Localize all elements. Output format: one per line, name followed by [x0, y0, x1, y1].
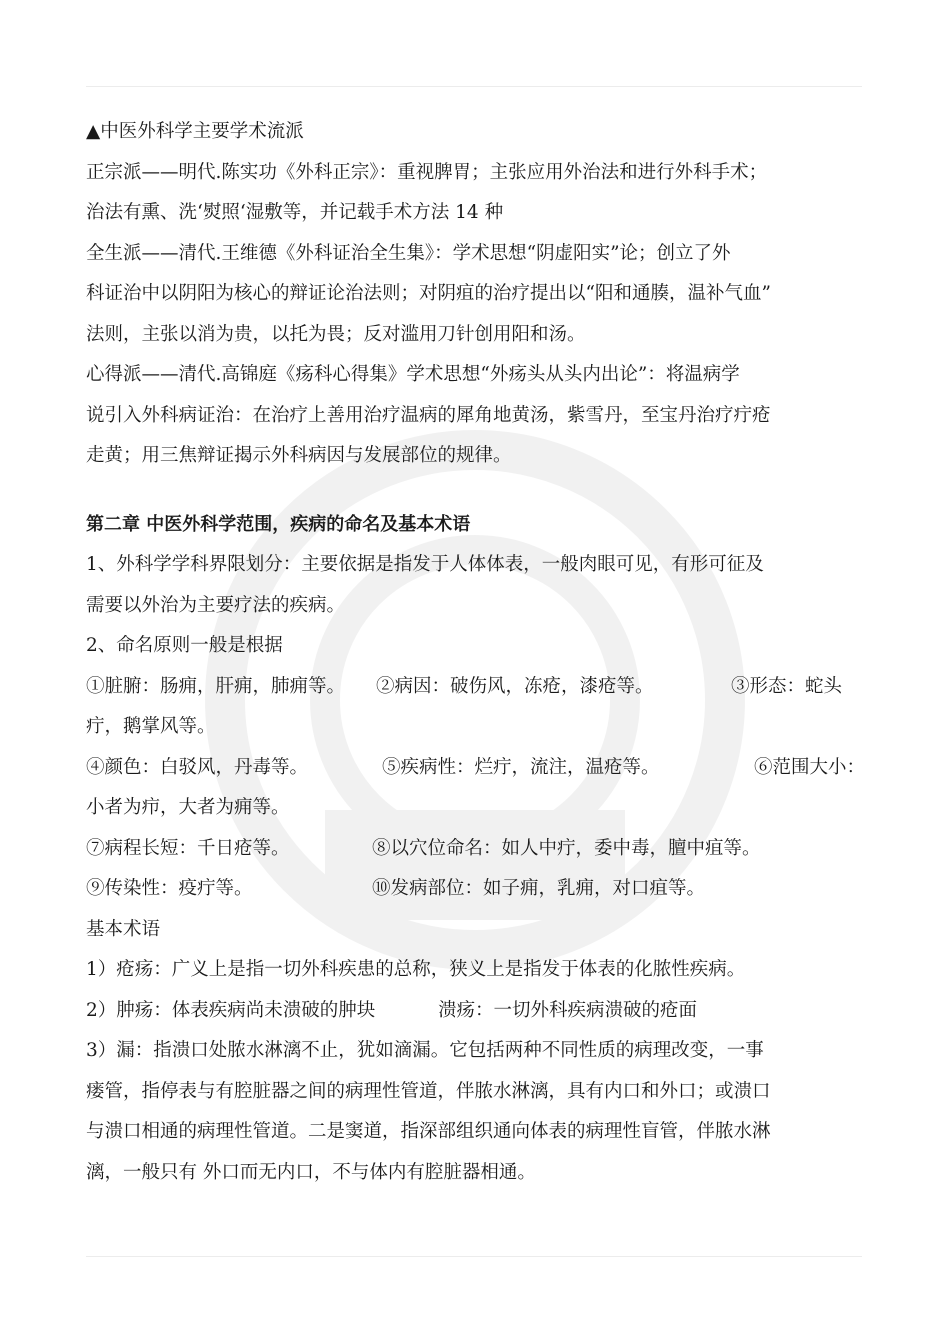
- naming-item: ⑧以穴位命名：如人中疔，委中毒，膻中疽等。: [372, 837, 761, 859]
- naming-item: ②病因：破伤风，冻疮，漆疮等。: [376, 675, 654, 697]
- text-line: 全生派——清代.王维德《外科证治全生集》：学术思想“阴虚阳实”论；创立了外: [86, 242, 731, 264]
- text-line: 1、外科学学科界限划分：主要依据是指发于人体体表，一般肉眼可见，有形可征及: [86, 554, 764, 575]
- naming-item: ①脏腑：肠痈，肝痈，肺痈等。: [86, 675, 346, 697]
- text-line: 需要以外治为主要疗法的疾病。: [86, 594, 346, 616]
- section-gap: [86, 477, 866, 505]
- naming-item: ④颜色：白驳风，丹毒等。: [86, 756, 309, 778]
- text-line: 疔，鹅掌风等。: [86, 716, 216, 737]
- chapter-heading: 第二章 中医外科学范围，疾病的命名及基本术语: [86, 513, 471, 535]
- text-line: 法则，主张以消为贵，以托为畏；反对滥用刀针创用阳和汤。: [86, 323, 586, 345]
- text-line: 与溃口相通的病理性管道。二是窦道，指深部组织通向体表的病理性盲管，伴脓水淋: [86, 1121, 771, 1142]
- naming-item: ⑦病程长短：千日疮等。: [86, 837, 290, 859]
- naming-row: [86, 748, 866, 789]
- text-line: 2、命名原则一般是根据: [86, 635, 283, 656]
- term-item: 溃疡：一切外科疾病溃破的疮面: [438, 999, 698, 1021]
- text-line: 漓，一般只有 外口而无内口，不与体内有腔脏器相通。: [86, 1161, 536, 1183]
- text-line: 瘘管，指停表与有腔脏器之间的病理性管道，伴脓水淋漓，具有内口和外口；或溃口: [86, 1080, 771, 1102]
- term-item: 2）肿疡：体表疾病尚未溃破的肿块: [86, 999, 376, 1021]
- text-line: 正宗派——明代.陈实功《外科正宗》：重视脾胃；主张应用外治法和进行外科手术；: [86, 161, 768, 183]
- naming-item: ③形态：蛇头: [731, 675, 843, 697]
- naming-row: [86, 869, 866, 910]
- naming-row: [86, 829, 866, 870]
- naming-item: ⑨传染性：疫疔等。: [86, 878, 253, 899]
- term-row: [86, 991, 866, 1032]
- top-divider: [86, 86, 862, 87]
- naming-item: ⑤疾病性：烂疔，流注，温疮等。: [382, 756, 660, 778]
- section-heading-schools: ▲中医外科学主要学术流派: [86, 121, 304, 142]
- text-line: 心得派——清代.高锦庭《疡科心得集》学术思想“外疡头从头内出论”：将温病学: [86, 364, 740, 385]
- naming-item: ⑥范围大小：: [754, 756, 866, 778]
- text-line: 治法有熏、洗‘熨照‘湿敷等，并记载手术方法 14 种: [86, 202, 504, 223]
- text-line: 3）漏：指溃口处脓水淋漓不止，犹如滴漏。它包括两种不同性质的病理改变，一事: [86, 1040, 764, 1061]
- text-line: 说引入外科病证治：在治疗上善用治疗温病的犀角地黄汤，紫雪丹，至宝丹治疗疔疮: [86, 404, 771, 426]
- text-line: 小者为疖，大者为痈等。: [86, 797, 290, 818]
- subheading-basic-terms: 基本术语: [86, 918, 161, 940]
- text-line: 1）疮疡：广义上是指一切外科疾患的总称，狭义上是指发于体表的化脓性疾病。: [86, 959, 746, 980]
- text-line: 走黄；用三焦辩证揭示外科病因与发展部位的规律。: [86, 445, 512, 466]
- text-line: 科证治中以阴阳为核心的辩证论治法则；对阴疽的治疗提出以“阳和通腠，温补气血”: [86, 283, 771, 304]
- bottom-divider: [86, 1256, 862, 1257]
- document-body: [86, 112, 866, 1193]
- naming-row: [86, 667, 866, 708]
- naming-item: ⑩发病部位：如子痈，乳痈，对口疽等。: [372, 878, 706, 899]
